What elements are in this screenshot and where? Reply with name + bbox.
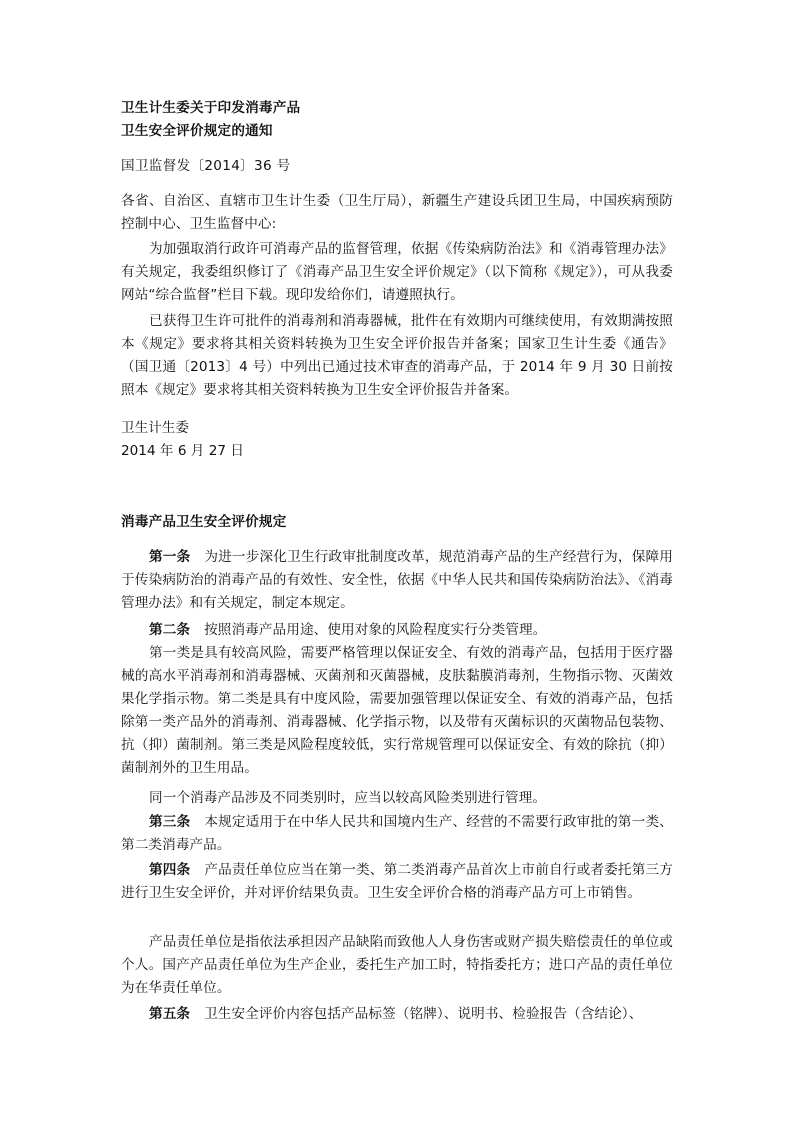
article-3-text: 本规定适用于在中华人民共和国境内生产、经营的不需要行政审批的第一类、第二类消毒产品。 xyxy=(121,814,673,853)
article-4-paragraph-1: 产品责任单位是指依法承担因产品缺陷而致他人人身伤害或财产损失赔偿责任的单位或个人。国产产品责任单位为生产企业，委托生产加工时，特指委托方；进口产品的责任单位为在华责任单位。 xyxy=(121,934,673,996)
article-2-text: 按照消毒产品用途、使用对象的风险程度实行分类管理。 xyxy=(204,622,547,638)
regulation-title: 消毒产品卫生安全评价规定 xyxy=(121,514,287,530)
article-1 xyxy=(121,546,673,615)
notice-paragraph-2: 已获得卫生许可批件的消毒剂和消毒器械，批件在有效期内可继续使用，有效期满按照本《规定》要求将其相关资料转换为卫生安全评价报告并备案；国家卫生计生委《通告》（国卫通〔2013〕4 号）中列出已通过技术审查的消毒产品，于 2014 年 9 月 30 日前按照本《规定》要求将其相关资料转换为卫生安全评价报告并备案。 xyxy=(121,313,673,398)
signature: 卫生计生委 xyxy=(121,420,189,436)
article-5 xyxy=(121,1003,673,1026)
addressees: 各省、自治区、直辖市卫生计生委（卫生厅局），新疆生产建设兵团卫生局，中国疾病预防控制中心、卫生监督中心: xyxy=(121,193,673,232)
article-2-paragraph-1: 第一类是具有较高风险，需要严格管理以保证安全、有效的消毒产品，包括用于医疗器械的高水平消毒剂和消毒器械、灭菌剂和灭菌器械，皮肤黏膜消毒剂，生物指示物、灭菌效果化学指示物。第二类是具有中度风险，需要加强管理以保证安全、有效的消毒产品，包括除第一类产品外的消毒剂、消毒器械、化学指示物，以及带有灭菌标识的灭菌物品包装物、抗（抑）菌制剂。第三类是风险程度较低，实行常规管理可以保证安全、有效的除抗（抑）菌制剂外的卫生用品。 xyxy=(121,645,673,776)
notice-title-line-1: 卫生计生委关于印发消毒产品 xyxy=(121,100,301,116)
article-2 xyxy=(121,619,673,642)
notice-title xyxy=(121,97,673,143)
signature-block xyxy=(121,417,673,463)
article-3 xyxy=(121,811,673,857)
article-3-label: 第三条 xyxy=(149,814,191,830)
article-4 xyxy=(121,859,673,905)
notice-paragraph-1: 为加强取消行政许可消毒产品的监督管理，依据《传染病防治法》和《消毒管理办法》有关规定，我委组织修订了《消毒产品卫生安全评价规定》（以下简称《规定》），可从我委网站“综合监督”栏目下载。现印发给你们，请遵照执行。 xyxy=(121,241,673,303)
article-1-label: 第一条 xyxy=(149,549,191,565)
notice-title-line-2: 卫生安全评价规定的通知 xyxy=(121,123,273,139)
article-5-label: 第五条 xyxy=(149,1006,191,1022)
article-5-text: 卫生安全评价内容包括产品标签（铭牌）、说明书、检验报告（含结论）、 xyxy=(204,1006,643,1022)
article-1-text: 为进一步深化卫生行政审批制度改革，规范消毒产品的生产经营行为，保障用于传染病防治的消毒产品的有效性、安全性，依据《中华人民共和国传染病防治法》、《消毒管理办法》和有关规定，制定本规定。 xyxy=(121,549,673,611)
article-2-paragraph-2: 同一个消毒产品涉及不同类别时，应当以较高风险类别进行管理。 xyxy=(149,790,547,806)
article-4-label: 第四条 xyxy=(149,862,191,878)
document-number: 国卫监督发〔2014〕36 号 xyxy=(121,158,291,174)
article-4-text: 产品责任单位应当在第一类、第二类消毒产品首次上市前自行或者委托第三方进行卫生安全评价，并对评价结果负责。卫生安全评价合格的消毒产品方可上市销售。 xyxy=(121,862,673,901)
signature-date: 2014 年 6 月 27 日 xyxy=(121,443,244,459)
article-2-label: 第二条 xyxy=(149,622,191,638)
